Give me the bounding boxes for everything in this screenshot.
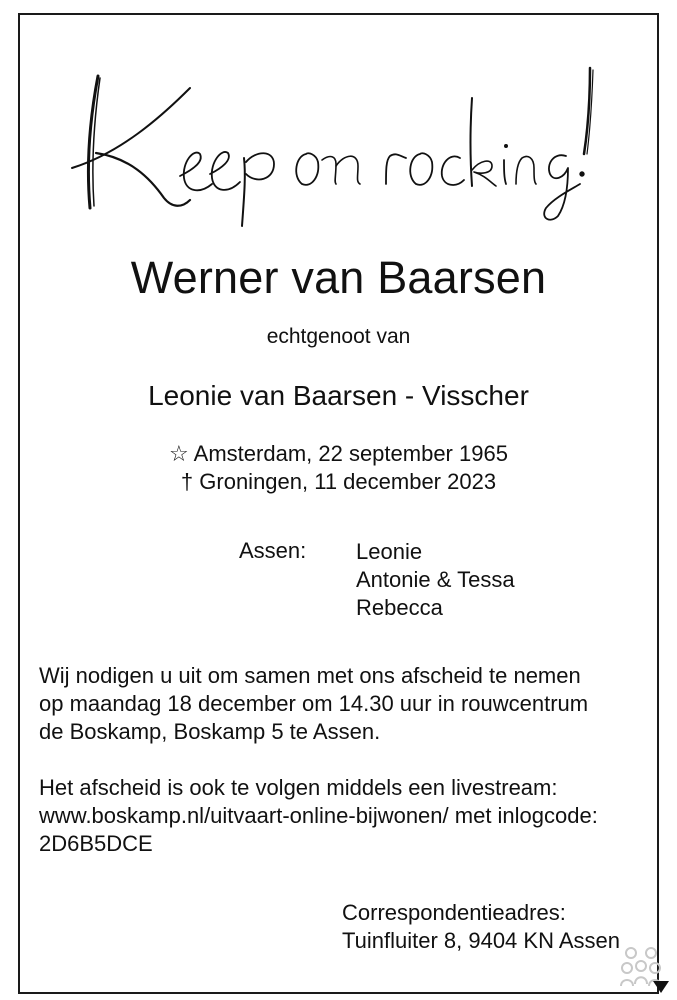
livestream-paragraph [39,774,654,858]
invitation-paragraph [39,662,654,746]
family-members [356,538,515,622]
spouse-name: Leonie van Baarsen - Visscher [148,380,529,411]
livestream-link[interactable]: www.boskamp.nl/uitvaart-online-bijwonen/ met inlogcode: [39,803,598,828]
correspondence-address [342,899,620,955]
livestream-line: Het afscheid is ook te volgen middels een livestream: [39,775,558,800]
family-place: Assen: [239,538,307,563]
birth-line: ☆ Amsterdam, 22 september 1965 [169,441,508,466]
invitation-line: op maandag 18 december om 14.30 uur in rouwcentrum [39,691,589,716]
family-member: Antonie & Tessa [356,567,515,592]
deceased-name: Werner van Baarsen [130,252,547,303]
invitation-line: de Boskamp, Boskamp 5 te Assen. [39,719,381,744]
livestream-code: 2D6B5DCE [39,831,153,856]
correspondence-street: Tuinfluiter 8, 9404 KN Assen [342,928,621,953]
family-member: Leonie [356,539,423,564]
triangle-down-icon[interactable] [651,979,671,995]
death-line: † Groningen, 11 december 2023 [180,469,497,494]
invitation-line: Wij nodigen u uit om samen met ons afscheid te nemen [39,663,581,688]
script-heading-lettering [60,58,620,228]
correspondence-label: Correspondentieadres: [342,900,566,925]
relation-label: echtgenoot van [266,325,411,348]
family-member: Rebecca [356,595,443,620]
